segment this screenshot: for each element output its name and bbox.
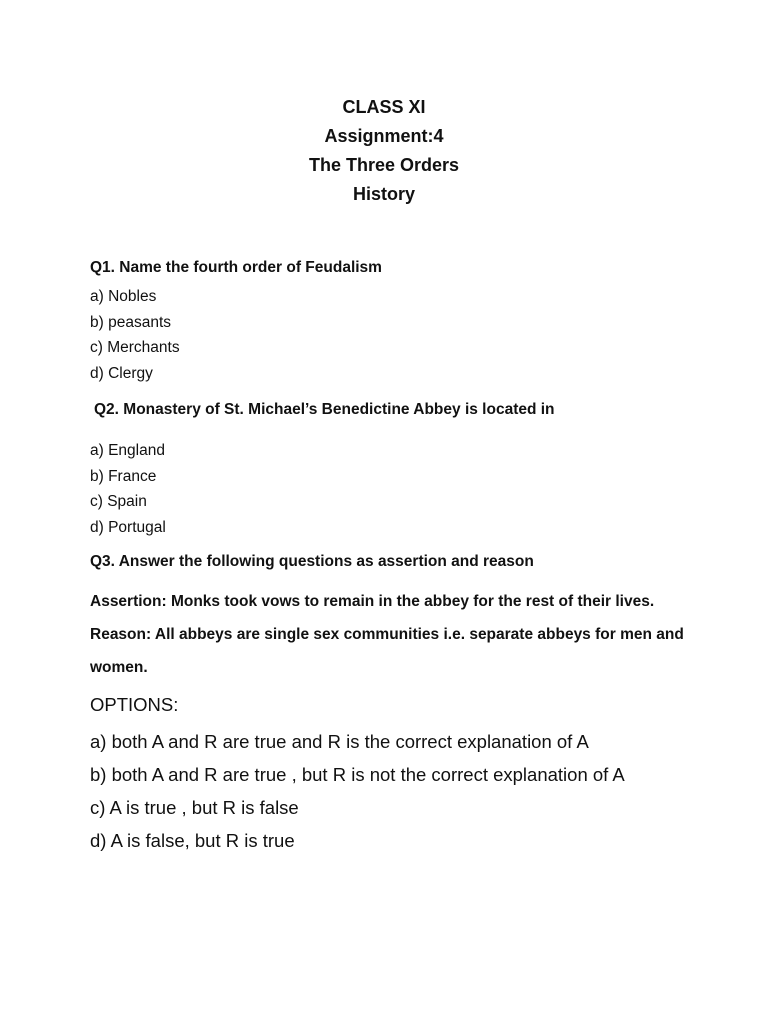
q1-option-a: a) Nobles xyxy=(90,288,157,305)
q3-question: Q3. Answer the following questions as assertion and reason xyxy=(90,553,534,570)
q1-option-d: d) Clergy xyxy=(90,364,153,382)
q2-option-d: d) Portugal xyxy=(90,518,166,536)
q3-option-d: d) A is false, but R is true xyxy=(90,830,295,851)
q3-option-a: a) both A and R are true and R is the correct explanation of A xyxy=(90,731,589,752)
q1-options xyxy=(90,284,180,386)
q1-question: Q1. Name the fourth order of Feudalism xyxy=(90,259,382,276)
class-title: CLASS XI xyxy=(342,97,426,117)
q2-options xyxy=(90,438,166,540)
q3-assertion: Assertion: Monks took vows to remain in the abbey for the rest of their lives. xyxy=(90,593,655,610)
q3-reason-line1: Reason: All abbeys are single sex communities i.e. separate abbeys for men and xyxy=(90,626,684,643)
assignment-title: Assignment:4 xyxy=(324,126,444,146)
topic-title: The Three Orders xyxy=(308,155,460,175)
q1-option-b: b) peasants xyxy=(90,313,171,331)
q1-option-c: c) Merchants xyxy=(90,339,180,356)
q2-question: Q2. Monastery of St. Michael’s Benedictine Abbey is located in xyxy=(94,401,555,418)
q2-option-b: b) France xyxy=(90,467,157,485)
document-header xyxy=(0,93,768,209)
q2-option-c: c) Spain xyxy=(90,493,147,510)
q3-option-c: c) A is true , but R is false xyxy=(90,797,299,818)
q3-reason-line2: women. xyxy=(90,659,148,676)
q3-option-b: b) both A and R are true , but R is not the correct explanation of A xyxy=(90,764,625,785)
subject-title: History xyxy=(352,184,415,204)
q3-options-label: OPTIONS: xyxy=(90,694,179,715)
q2-option-a: a) England xyxy=(90,442,165,459)
